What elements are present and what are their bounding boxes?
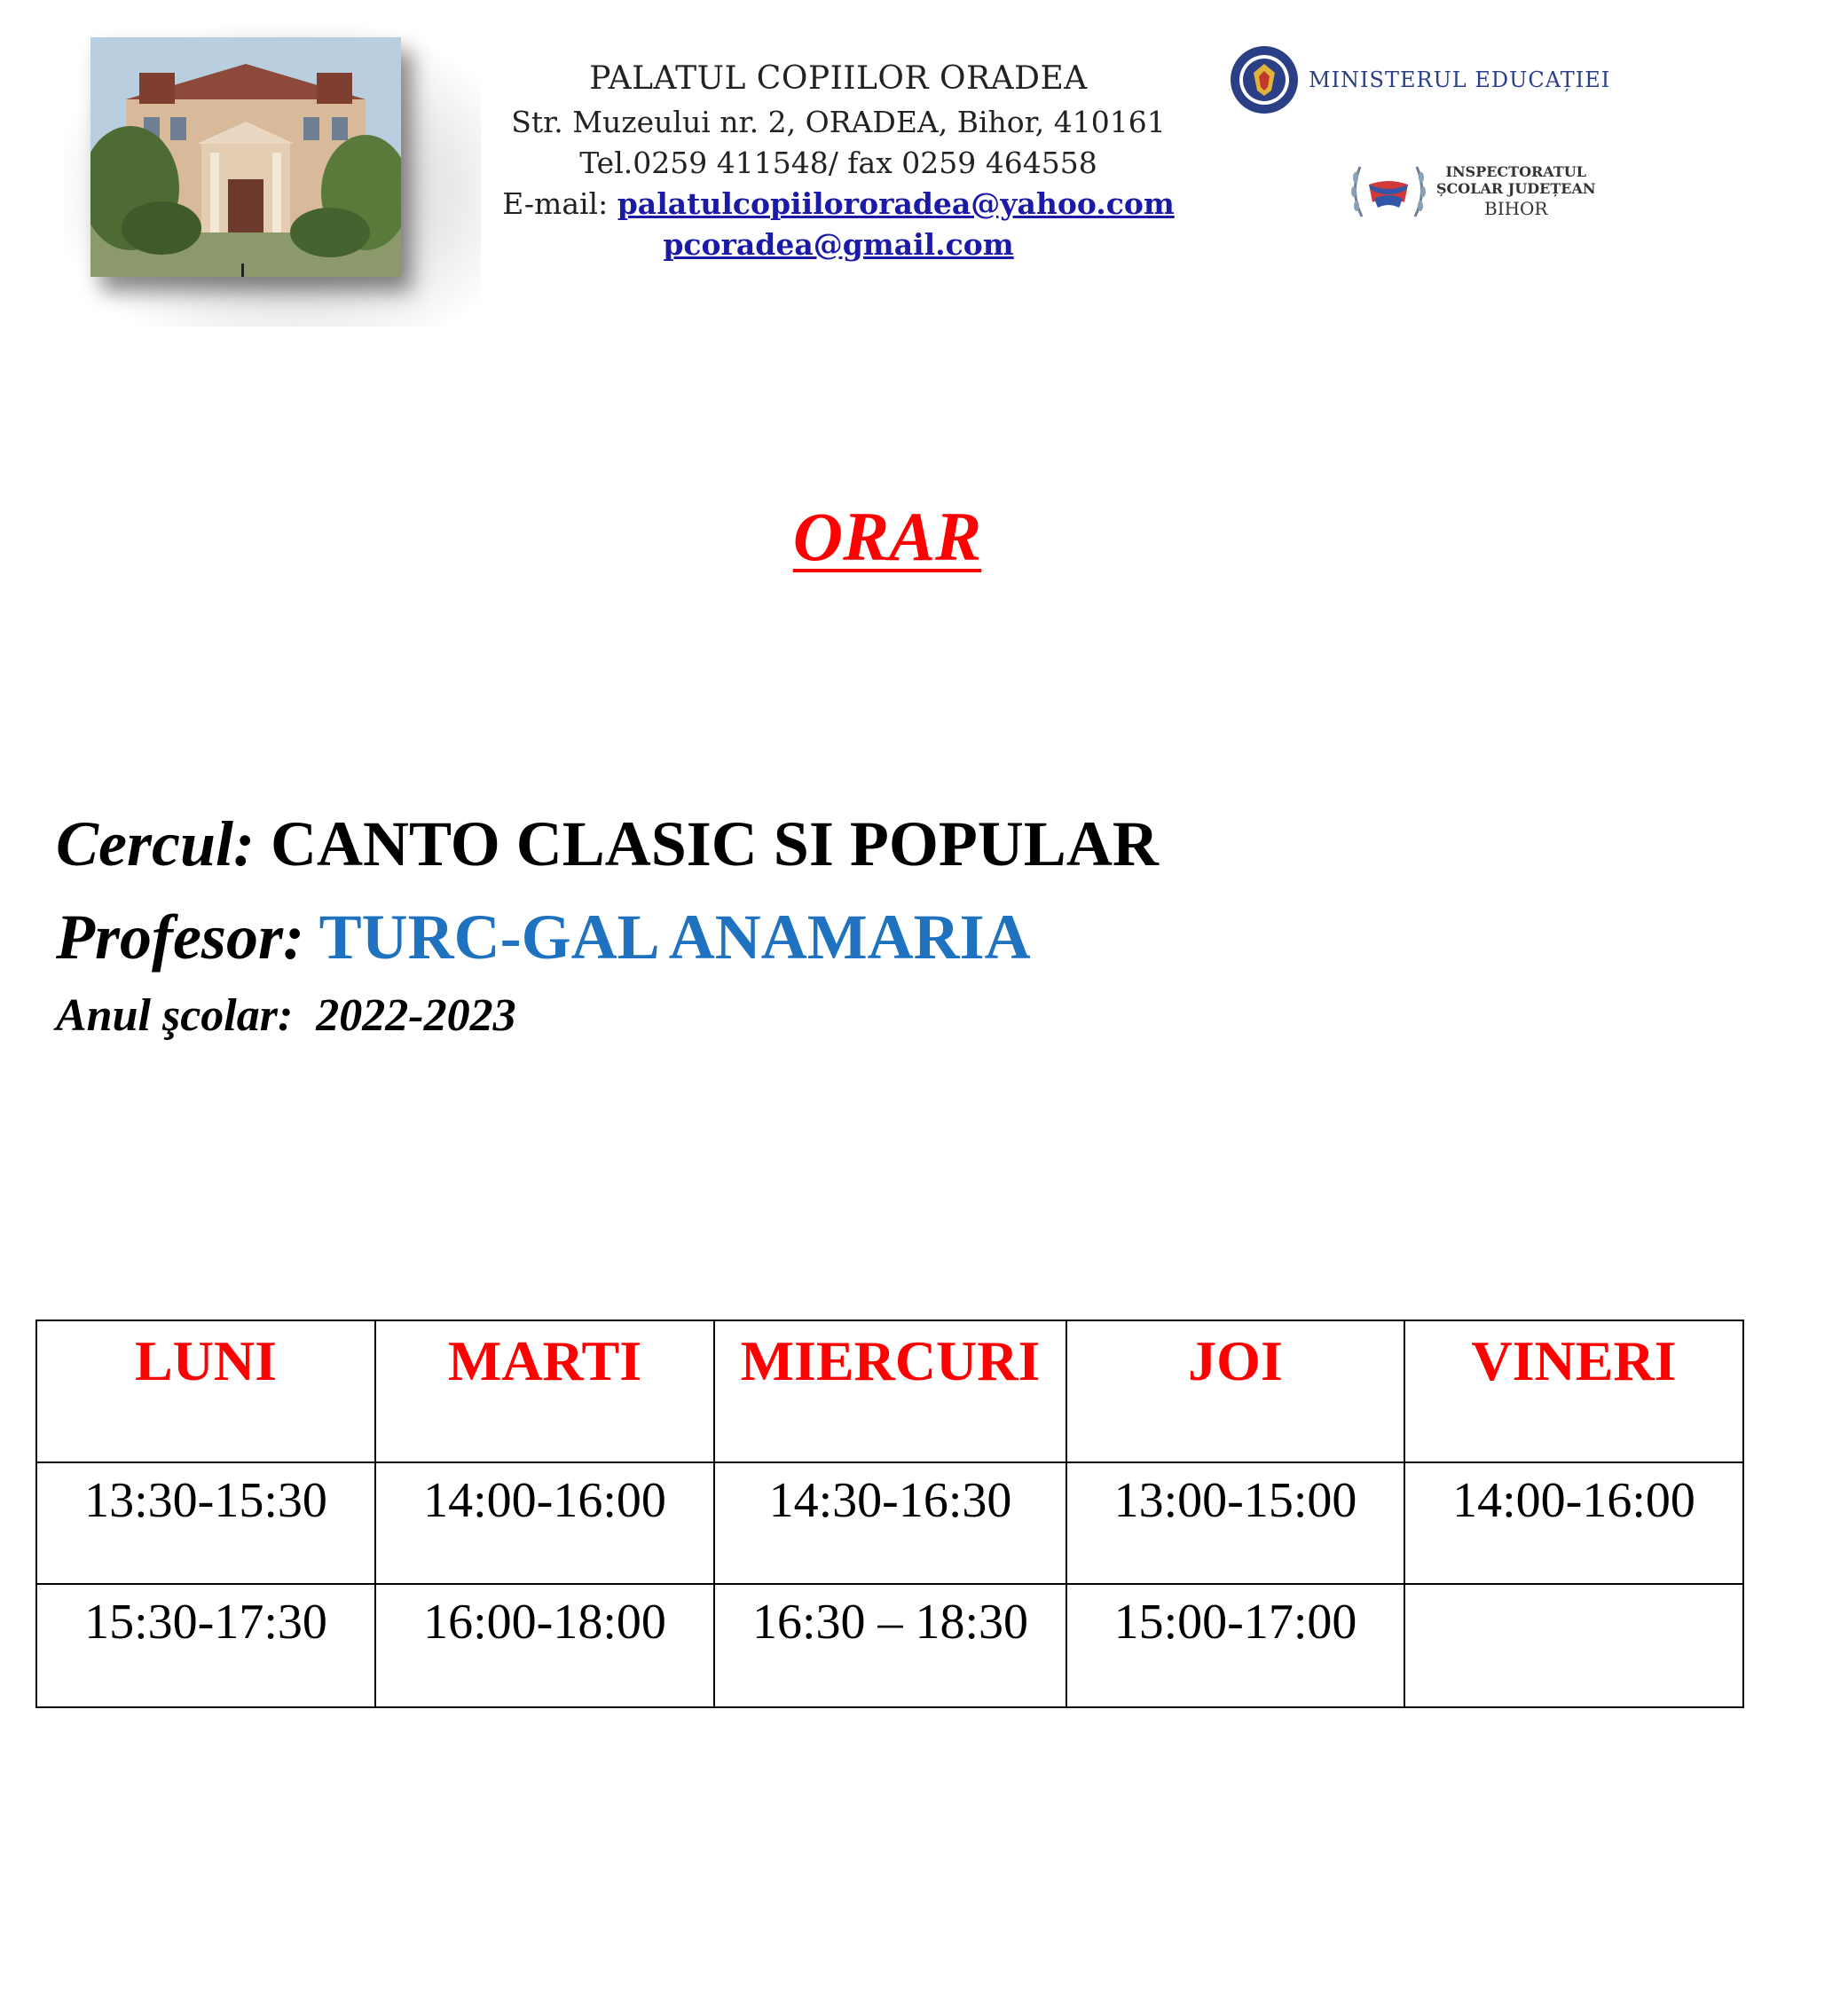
isj-text-county: BIHOR — [1484, 198, 1548, 219]
time-slot-cell: 13:00-15:00 — [1066, 1462, 1404, 1584]
isj-logo — [1344, 158, 1596, 225]
building-photo-frame — [64, 25, 481, 327]
cercul-label: Cercul: — [56, 808, 255, 879]
cercul-line — [56, 808, 1159, 881]
time-slot-cell: 16:30 – 18:30 — [714, 1584, 1066, 1707]
day-header: MIERCURI — [714, 1320, 1066, 1462]
time-slot-cell: 13:30-15:30 — [36, 1462, 375, 1584]
email-link-secondary[interactable]: pcoradea@gmail.com — [663, 227, 1014, 262]
institution-address: Str. Muzeului nr. 2, ORADEA, Bihor, 410161 — [511, 105, 1166, 139]
time-slot-cell: 15:00-17:00 — [1066, 1584, 1404, 1707]
time-slot-cell: 16:00-18:00 — [375, 1584, 714, 1707]
institution-email-line-2 — [497, 225, 1180, 265]
time-slot-cell — [1404, 1584, 1743, 1707]
profesor-value: TURC-GAL ANAMARIA — [318, 902, 1031, 973]
institution-phone-fax: Tel.0259 411548/ fax 0259 464558 — [579, 146, 1097, 180]
anul-scolar-line — [56, 989, 516, 1042]
isj-logo-text — [1436, 163, 1596, 220]
institution-header — [497, 60, 1180, 265]
page-title: ORAR — [792, 498, 982, 575]
institution-email-line — [497, 184, 1180, 225]
day-header: JOI — [1066, 1320, 1404, 1462]
isj-text-line-1: INSPECTORATUL — [1445, 163, 1586, 180]
time-slot-cell: 15:30-17:30 — [36, 1584, 375, 1707]
day-header: MARTI — [375, 1320, 714, 1462]
email-link-primary[interactable]: palatulcopiilororadea@yahoo.com — [617, 186, 1175, 221]
table-row — [36, 1462, 1743, 1584]
anul-scolar-value: 2022-2023 — [316, 990, 516, 1041]
email-label: E-mail: — [502, 186, 609, 221]
table-row — [36, 1584, 1743, 1707]
time-slot-cell: 14:00-16:00 — [1404, 1462, 1743, 1584]
profesor-line — [56, 901, 1031, 974]
time-slot-cell: 14:00-16:00 — [375, 1462, 714, 1584]
anul-scolar-label: Anul şcolar: — [56, 990, 294, 1041]
schedule-table — [35, 1320, 1744, 1708]
isj-emblem-icon — [1344, 158, 1433, 225]
institution-name: PALATUL COPIILOR ORADEA — [589, 60, 1088, 97]
ministry-logo-text: MINISTERUL EDUCAȚIEI — [1309, 67, 1611, 92]
cercul-value: CANTO CLASIC SI POPULAR — [270, 808, 1159, 879]
day-header: VINERI — [1404, 1320, 1743, 1462]
day-header: LUNI — [36, 1320, 375, 1462]
ministry-crest-icon — [1229, 44, 1300, 115]
profesor-label: Profesor: — [56, 902, 304, 973]
table-header-row — [36, 1320, 1743, 1462]
building-photo — [90, 37, 401, 277]
isj-text-line-2: ȘCOLAR JUDEȚEAN — [1436, 180, 1596, 197]
time-slot-cell: 14:30-16:30 — [714, 1462, 1066, 1584]
ministry-logo — [1229, 44, 1610, 115]
